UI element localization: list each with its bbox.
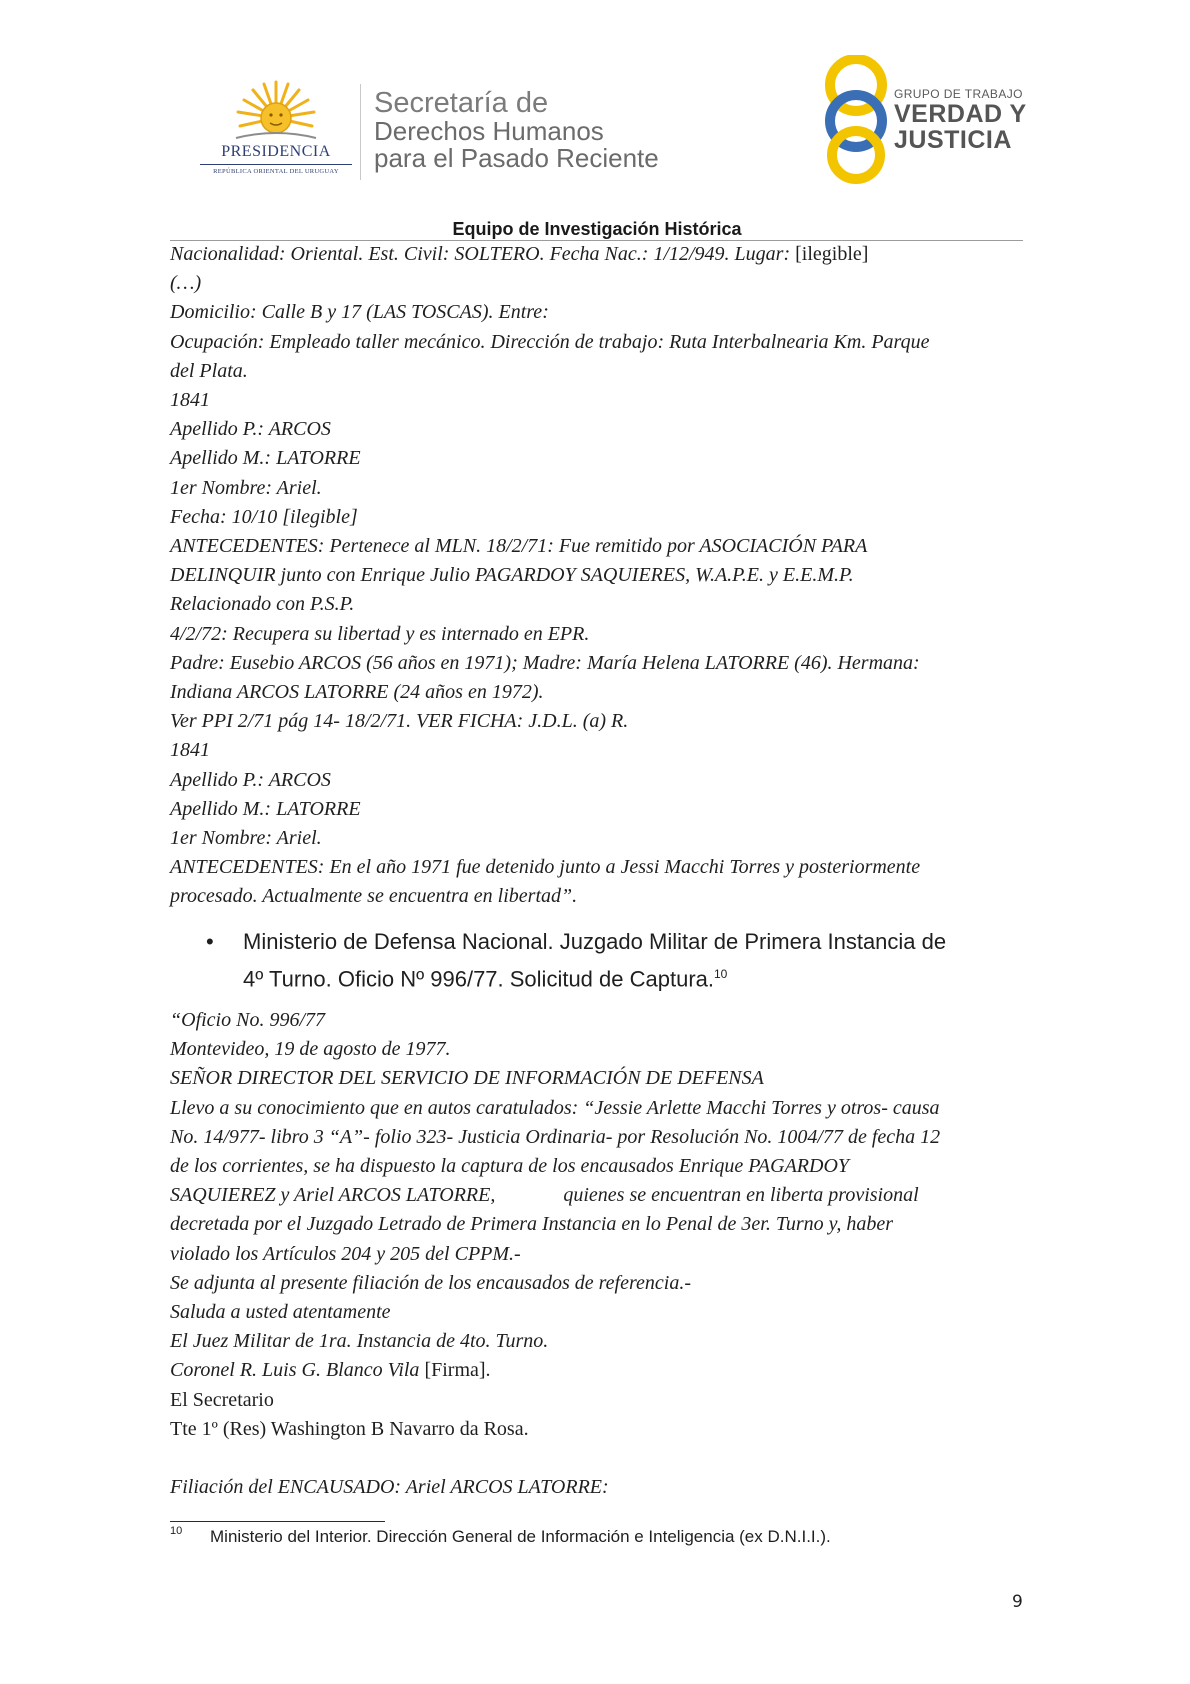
record-line: 1841: [170, 739, 210, 762]
secretaria-line-1: Secretaría de: [374, 87, 549, 119]
oficio-line: violado los Artículos 204 y 205 del CPPM.-: [170, 1242, 521, 1265]
secretaria-line-2: Derechos Humanos: [374, 116, 604, 146]
presidencia-logo: [196, 80, 356, 180]
oficio-line: “Oficio No. 996/77: [170, 1009, 326, 1031]
record-line: Relacionado con P.S.P.: [170, 593, 355, 616]
record-line: 1841: [170, 389, 210, 412]
record-line: 1er Nombre: Ariel.: [170, 827, 322, 850]
record-line: Apellido M.: LATORRE: [170, 447, 361, 470]
bullet-line-2: 4º Turno. Oficio Nº 996/77. Solicitud de Captura.$^{10}$: [243, 966, 728, 992]
linked-rings-icon: [820, 55, 890, 185]
record-line: DELINQUIR junto con Enrique Julio PAGARDOY SAQUIERES, W.A.P.E. y E.E.M.P.: [170, 564, 854, 587]
presidencia-rule: [200, 164, 352, 165]
record-line: (…): [170, 272, 202, 295]
footnote: [170, 1527, 831, 1547]
presidencia-subtitle: REPÚBLICA ORIENTAL DEL URUGUAY: [213, 168, 339, 175]
record-line: Apellido P.: ARCOS: [170, 768, 331, 791]
header-divider: [360, 84, 361, 180]
oficio-line: El Juez Militar de 1ra. Instancia de 4to. Turno.: [170, 1330, 549, 1353]
gtvj-wordmark: [894, 87, 1027, 153]
oficio-text: [170, 1006, 1032, 1502]
team-title: Equipo de Investigación Histórica: [452, 219, 742, 239]
gtvj-logo: [820, 55, 1040, 185]
oficio-line: SEÑOR DIRECTOR DEL SERVICIO DE INFORMACIÓN DE DEFENSA: [170, 1067, 764, 1090]
record-line: Padre: Eusebio ARCOS (56 años en 1971); Madre: María Helena LATORRE (46). Hermana:: [170, 651, 920, 674]
record-line: Domicilio: Calle B y 17 (LAS TOSCAS). Entre:: [170, 301, 549, 324]
record-line: Apellido P.: ARCOS: [170, 418, 331, 441]
record-line: ANTECEDENTES: Pertenece al MLN. 18/2/71: Fue remitido por ASOCIACIÓN PARA: [170, 535, 868, 558]
gtvj-line-1: GRUPO DE TRABAJO: [894, 87, 1023, 101]
record-line: 4/2/72: Recupera su libertad y es internado en EPR.: [170, 622, 590, 645]
oficio-line: El Secretario: [170, 1388, 274, 1411]
oficio-line: Se adjunta al presente filiación de los encausados de referencia.-: [170, 1271, 691, 1294]
record-line: Nacionalidad: Oriental. Est. Civil: SOLTERO. Fecha Nac.: 1/12/949. Lugar: [ilegible]: [170, 243, 869, 265]
record-line: del Plata.: [170, 359, 248, 382]
record-line: Ver PPI 2/71 pág 14- 18/2/71. VER FICHA: J.D.L. (a) R.: [170, 710, 629, 733]
oficio-line: SAQUIEREZ y Ariel ARCOS LATORRE, quienes se encuentran en liberta provisional: [170, 1184, 919, 1207]
footnote-text: Ministerio del Interior. Dirección General de Información e Inteligencia (ex D.N.I.I.).: [210, 1527, 831, 1546]
page-header: [0, 0, 1190, 210]
gtvj-line-3: JUSTICIA: [894, 126, 1012, 154]
footnote-number: 10: [170, 1525, 183, 1537]
record-line: procesado. Actualmente se encuentra en libertad”.: [170, 885, 578, 908]
record-text: [170, 240, 1032, 912]
bullet-text: [243, 926, 1038, 995]
oficio-line: Saluda a usted atentamente: [170, 1301, 391, 1324]
oficio-line: Filiación del ENCAUSADO: Ariel ARCOS LATORRE:: [170, 1476, 609, 1499]
oficio-line: Llevo a su conocimiento que en autos caratulados: “Jessie Arlette Macchi Torres y otros- causa: [170, 1096, 940, 1119]
gtvj-line-2: VERDAD Y: [894, 100, 1027, 128]
footnote-rule: [170, 1521, 385, 1522]
record-line: 1er Nombre: Ariel.: [170, 476, 322, 499]
record-line: Apellido M.: LATORRE: [170, 797, 361, 820]
record-line: Fecha: 10/10 [ilegible]: [170, 505, 358, 528]
oficio-line: decretada por el Juzgado Letrado de Primera Instancia en lo Penal de 3er. Turno y, haber: [170, 1213, 894, 1236]
page-number: 9: [1012, 1592, 1023, 1612]
presidencia-wordmark: PRESIDENCIA: [221, 143, 331, 160]
oficio-line: No. 14/977- libro 3 “A”- folio 323- Justicia Ordinaria- por Resolución No. 1004/77 de fecha 12: [170, 1125, 941, 1148]
secretaria-logo-text: [374, 88, 659, 172]
blank-line: [170, 1444, 1032, 1473]
sun-emblem-icon: [234, 80, 318, 144]
footnote-ref: 10: [714, 967, 728, 981]
bullet-line-1: Ministerio de Defensa Nacional. Juzgado Militar de Primera Instancia de: [243, 929, 947, 954]
secretaria-line-3: para el Pasado Reciente: [374, 143, 659, 173]
oficio-line: Montevideo, 19 de agosto de 1977.: [170, 1038, 451, 1061]
oficio-line: Coronel R. Luis G. Blanco Vila [Firma].: [170, 1359, 491, 1382]
oficio-line: Tte 1º (Res) Washington B Navarro da Rosa.: [170, 1417, 529, 1440]
record-line: ANTECEDENTES: En el año 1971 fue detenido junto a Jessi Macchi Torres y posteriormente: [170, 856, 921, 879]
record-line: Ocupación: Empleado taller mecánico. Dirección de trabajo: Ruta Interbalnearia Km. Parque: [170, 330, 930, 353]
bullet-symbol: •: [206, 929, 214, 954]
record-line: Indiana ARCOS LATORRE (24 años en 1972).: [170, 681, 544, 704]
oficio-line: de los corrientes, se ha dispuesto la captura de los encausados Enrique PAGARDOY: [170, 1155, 850, 1178]
